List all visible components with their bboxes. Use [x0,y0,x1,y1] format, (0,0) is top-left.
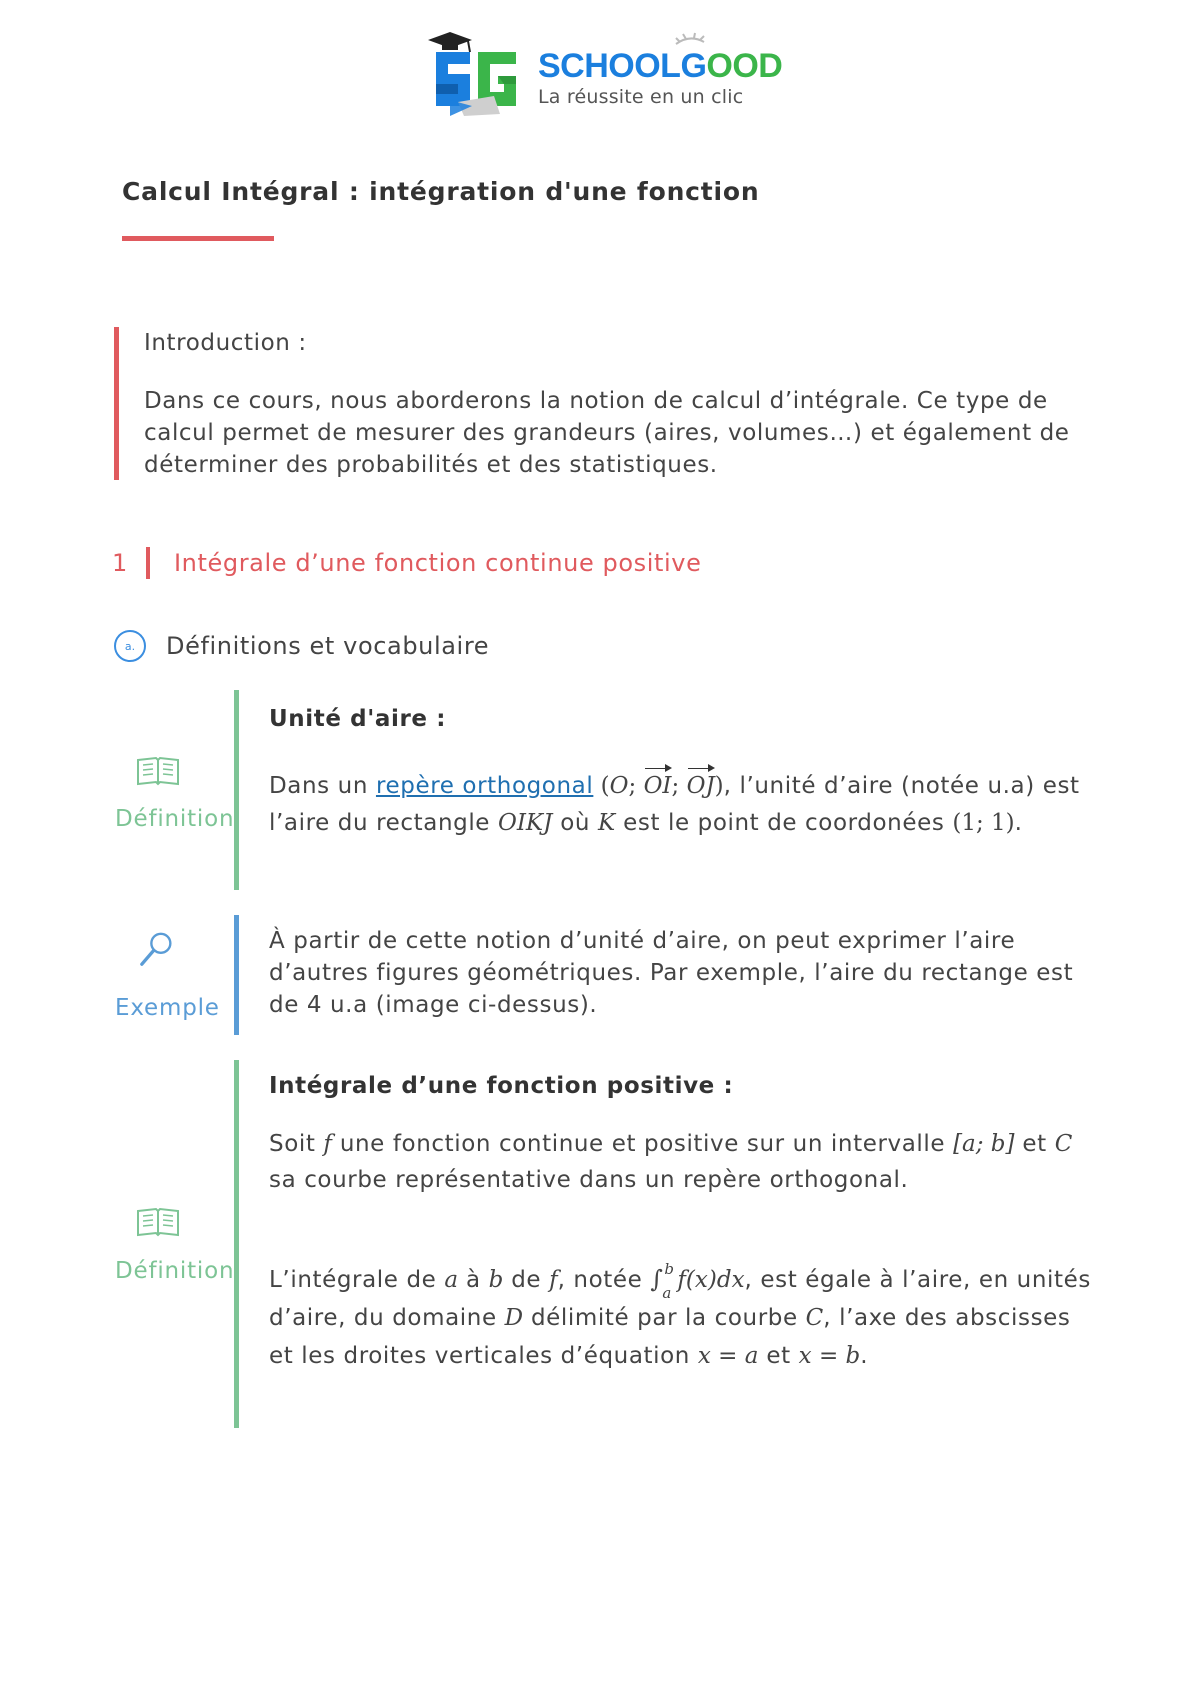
intro-text: Dans ce cours, nous aborderons la notion de calcul d’intégrale. Ce type de calcul permet de mesurer des grandeurs (aires, volumes…) et également de déterminer des probabilités et des statistiques. [144,388,1070,478]
def2-text-part: L’intégrale de [269,1267,445,1293]
integral-lower-bound: a [662,1284,672,1302]
def1-text-part: , l’unité d’aire (notée u.a) est l’aire du rectangle [269,773,1080,836]
def2-text-part: . [860,1343,869,1369]
definition-block-1-icon-wrap [135,752,181,794]
section-title: Intégrale d’une fonction continue positive [174,549,702,577]
def2-text-part: et [758,1343,799,1369]
example-label: Exemple [115,995,220,1021]
definition-label-1: Définition [115,806,235,832]
intro-heading: Introduction : [144,330,307,356]
integral-sign: ∫ b a [650,1260,663,1298]
page-title: Calcul Intégral : intégration d'une fonction [122,177,760,206]
section-marker-bar [146,547,150,579]
example-icon-wrap [135,930,181,972]
definition-block-2-icon-wrap [135,1203,181,1245]
subsection-marker: a. [114,630,146,662]
def1-text-part: . [1014,810,1023,836]
def2-text-part: à [458,1267,489,1293]
def2-text-part: , notée [557,1267,651,1293]
def1-math-rect: OIKJ [497,810,553,836]
def1-text-part: Dans un [269,773,376,799]
brand-name-green: OOD [706,47,783,85]
def1-text-part: est le point de coordonées [615,810,953,836]
definition-text-2b [269,1260,1099,1375]
def2-math-a: a [444,1267,459,1293]
brand-name-blue: SCHOOLG [538,47,707,85]
def2-math-xb: x = b [798,1343,861,1369]
section-number: 1 [112,549,128,577]
definition-bar-1 [234,690,239,890]
subsection-title: Définitions et vocabulaire [166,632,490,660]
definition-label-2: Définition [115,1258,235,1284]
def2-text-part: délimité par la courbe [523,1305,806,1331]
magnifier-icon [135,930,181,968]
def1-math-K: K [598,810,616,836]
brand-tagline: La réussite en un clic [538,86,744,108]
def2-math-f: f [323,1131,332,1157]
def1-text-part: où [552,810,599,836]
def2-text-part: sa courbe représentative dans un repère orthogonal. [269,1167,909,1193]
title-underline [122,236,274,241]
book-icon [135,752,181,790]
def2-math-C2: C [805,1305,824,1331]
def2-math-C: C [1054,1131,1073,1157]
example-bar [234,915,239,1035]
def2-text-part: Soit [269,1131,324,1157]
def2-math-D: D [504,1305,524,1331]
integral-upper-bound: b [664,1260,675,1278]
def2-math-b: b [488,1267,504,1293]
def2-text-part: et [1014,1131,1055,1157]
example-text: À partir de cette notion d’unité d’aire, on peut exprimer l’aire d’autres figures géométriques. Par exemple, l’aire du rectange est de 4 u.a (image ci-dessus). [269,928,1074,1018]
def1-math-coords: (1; 1) [952,810,1015,836]
def2-math-interval: [a; b] [953,1131,1015,1157]
def2-math-f2: f [549,1267,558,1293]
brand-name [538,47,782,86]
definition-heading-2: Intégrale d’une fonction positive : [269,1073,734,1099]
def2-math-xa: x = a [697,1343,759,1369]
def2-text-part: une fonction continue et positive sur un intervalle [331,1131,954,1157]
definition-text-2a [269,1126,1099,1198]
book-icon [135,1203,181,1241]
repere-orthogonal-link[interactable]: repère orthogonal [375,773,594,799]
def2-math-integrand: f(x)dx [677,1267,745,1293]
def2-text-part: , l’axe des abscisses et les droites verticales d’équation [269,1305,1071,1369]
def2-text-part: de [503,1267,550,1293]
definition-heading-1: Unité d'aire : [269,706,446,732]
intro-accent-bar [114,327,119,480]
def1-repere-math: (O; OI; OJ) [593,773,723,799]
definition-text-1 [269,768,1099,842]
definition-bar-2 [234,1060,239,1428]
def2-text-part: , est égale à l’aire, en unités d’aire, du domaine [269,1267,1091,1331]
